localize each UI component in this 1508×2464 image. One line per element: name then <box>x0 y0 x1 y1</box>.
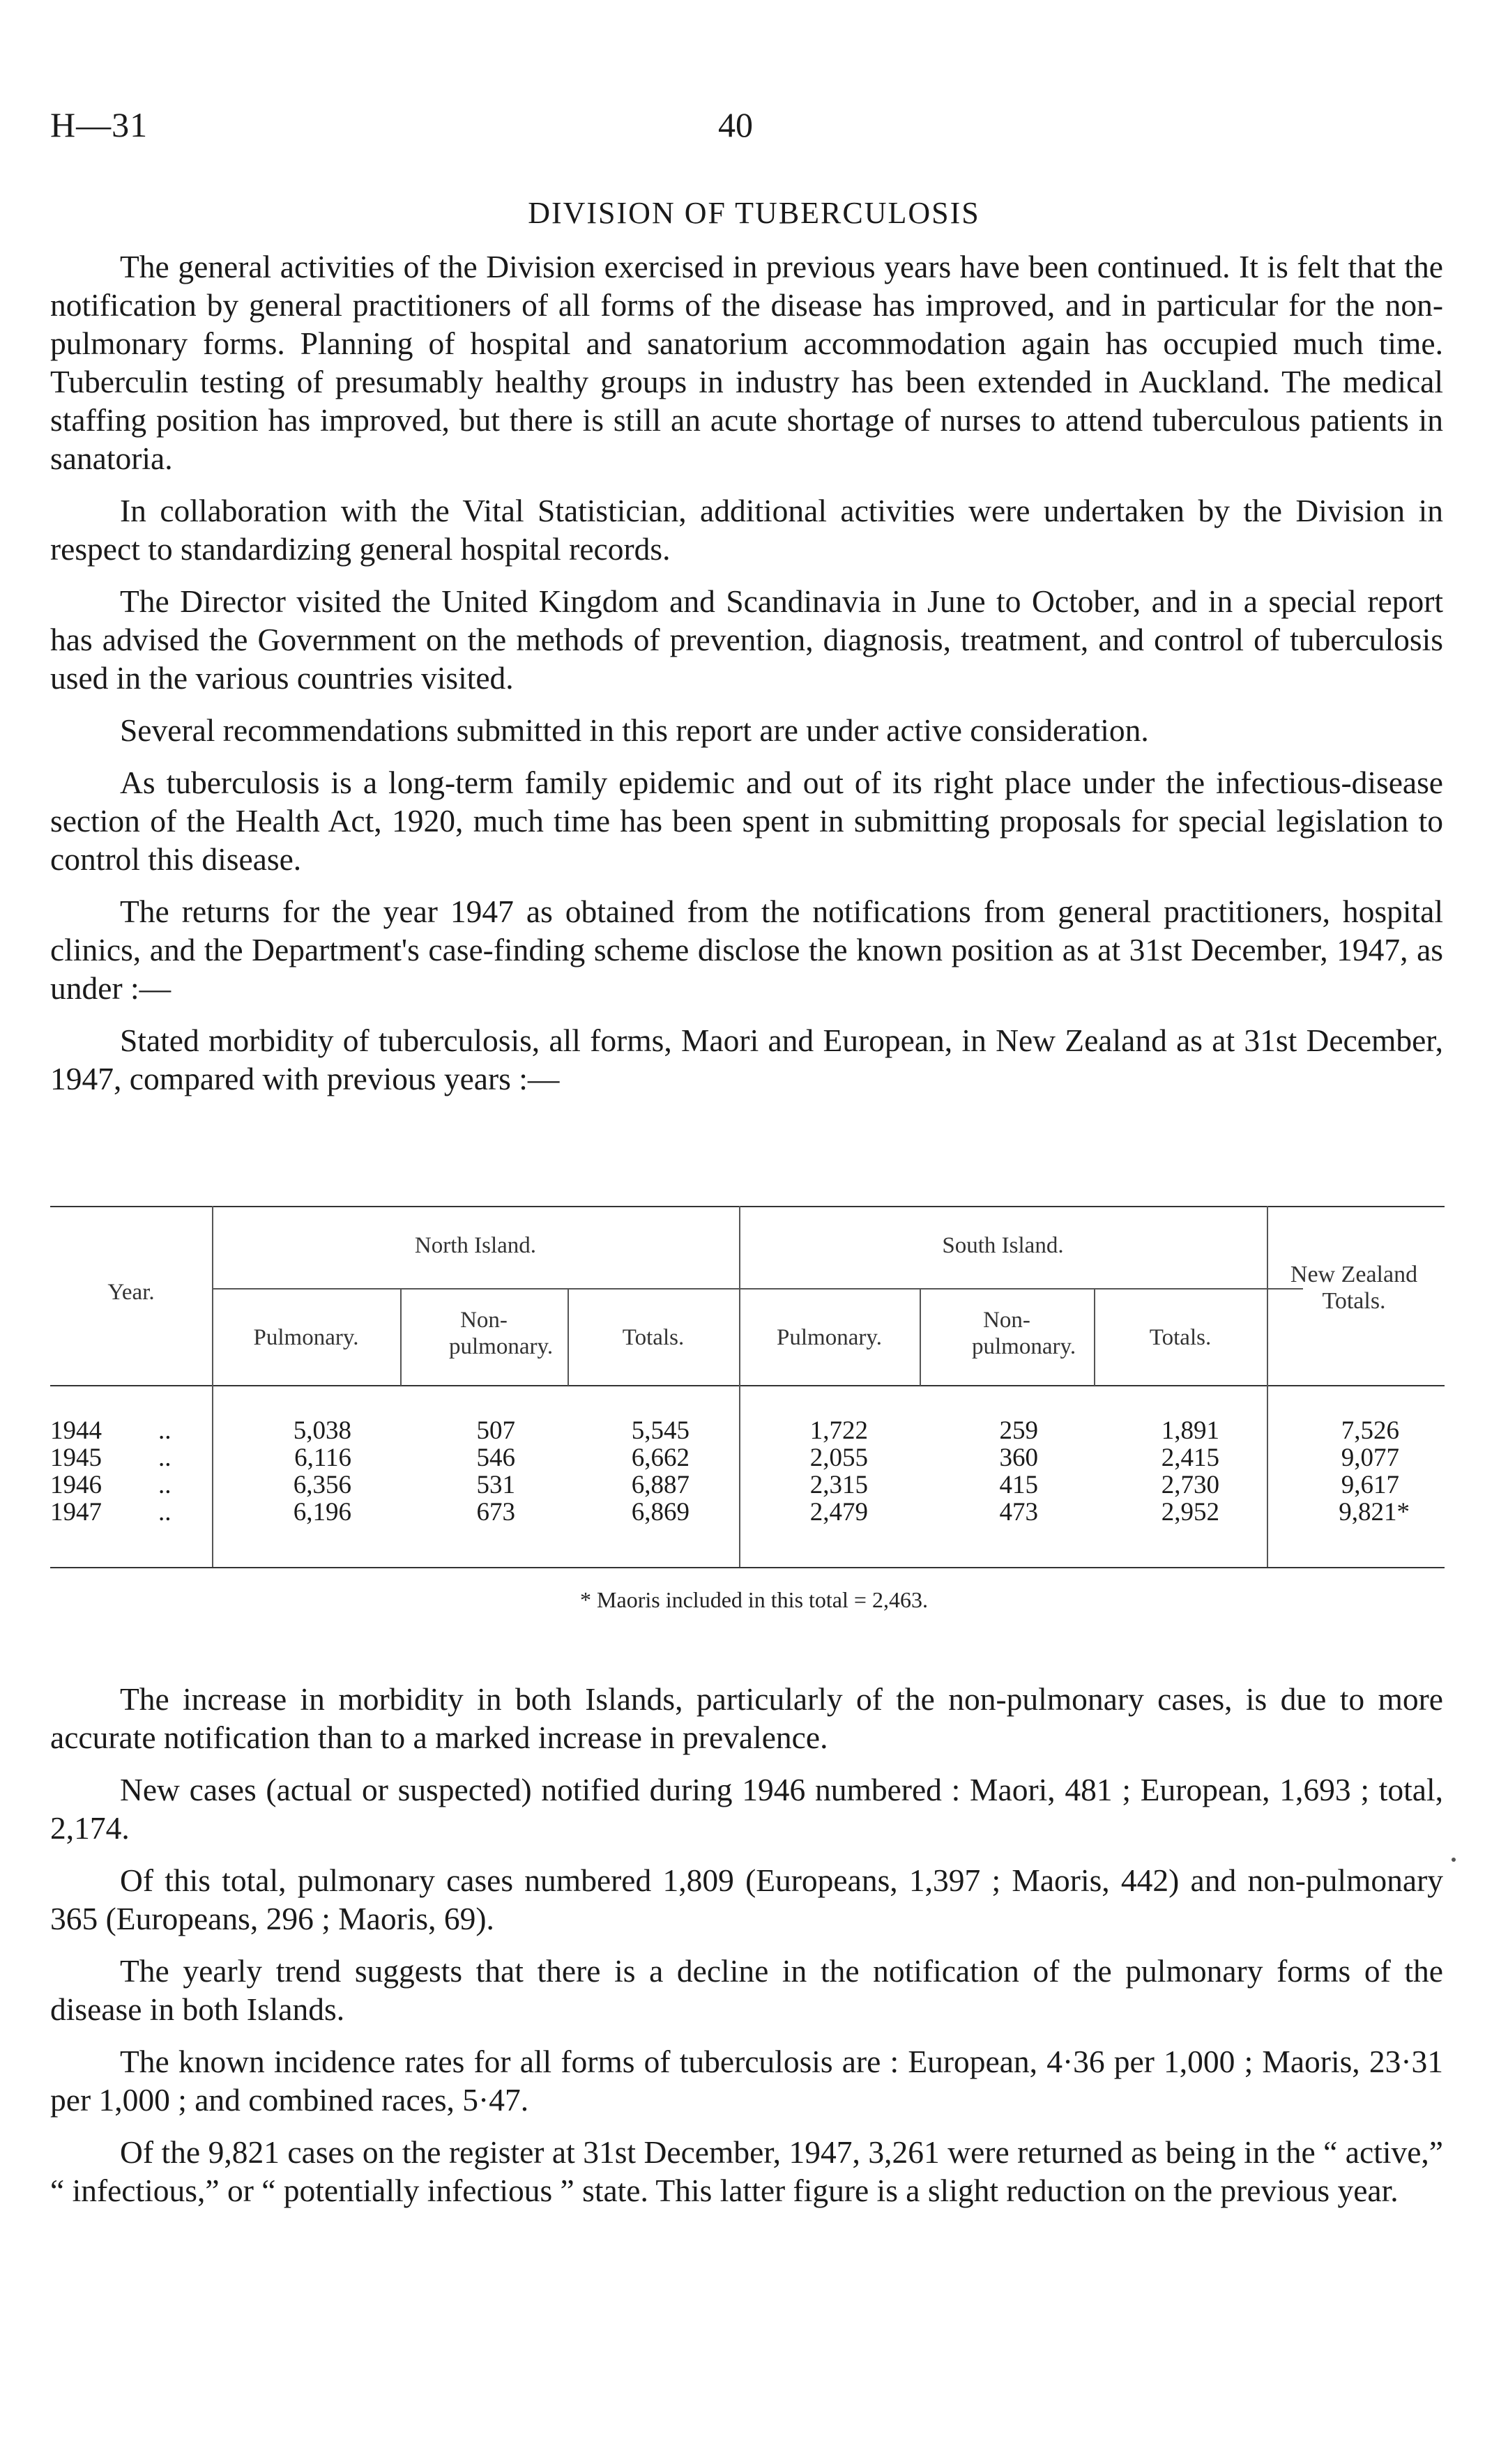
row-leader: .. <box>158 1416 172 1445</box>
section-title: DIVISION OF TUBERCULOSIS <box>528 196 980 230</box>
table-subheader-rule <box>212 1288 1303 1290</box>
header-south-totals: Totals. <box>1149 1325 1212 1350</box>
south-totals-cell: 2,952 <box>1161 1498 1219 1526</box>
south-totals-cell: 1,891 <box>1161 1416 1219 1445</box>
north-pulmonary-cell: 6,356 <box>293 1471 351 1499</box>
north-non-pulmonary-cell: 531 <box>476 1471 515 1499</box>
north-non-pulmonary-cell: 546 <box>476 1444 515 1472</box>
year-cell: 1947 <box>50 1498 102 1526</box>
paragraph: The general activities of the Division exercised in previous years have been continued. It is felt that the notification by general practitioners of all forms of the disease has improved, and in particular for the non-pulmonary forms. Planning of hospital and sanatorium accommodation again has occupied much time. Tuberculin testing of presumably healthy groups in industry has been extended in Auckland. The medical staffing position has improved, but there is still an acute shortage of nurses to attend tuberculous patients in sanatoria. <box>50 249 1443 476</box>
nz-totals-cell: 9,077 <box>1341 1444 1399 1472</box>
paragraph: Of this total, pulmonary cases numbered 1,809 (Europeans, 1,397 ; Maoris, 442) and non-pulmonary 365 (Europeans, 296 ; Maoris, 69). <box>50 1862 1443 1936</box>
north-pulmonary-cell: 6,116 <box>294 1444 351 1472</box>
page-number: 40 <box>718 105 753 144</box>
paragraph: The increase in morbidity in both Islands, particularly of the non-pulmonary cases, is due to more accurate notification than to a marked increase in prevalence. <box>50 1681 1443 1755</box>
header-north-pulmonary: Pulmonary. <box>253 1325 359 1350</box>
south-non-pulmonary-cell: 360 <box>999 1444 1038 1472</box>
south-pulmonary-cell: 2,479 <box>809 1498 868 1526</box>
paragraph: The returns for the year 1947 as obtained from the notifications from general practitioners, hospital clinics, and the Department's case-finding scheme disclose the known position as at 31st December, 1947, as under :— <box>50 894 1443 1006</box>
header-year: Year. <box>107 1280 155 1305</box>
paragraph: In collaboration with the Vital Statistician, additional activities were undertaken by the Division in respect to standardizing general hospital records. <box>50 493 1443 567</box>
header-nz-totals: New Zealand Totals. <box>1290 1262 1418 1314</box>
header-north-totals: Totals. <box>622 1325 685 1350</box>
south-pulmonary-cell: 2,055 <box>809 1444 868 1472</box>
paragraph: Stated morbidity of tuberculosis, all forms, Maori and European, in New Zealand as at 31st December, 1947, compared with previous years :— <box>50 1023 1443 1096</box>
north-totals-cell: 6,662 <box>631 1444 690 1472</box>
paragraph: The known incidence rates for all forms of tuberculosis are : European, 4·36 per 1,000 ; Maoris, 23·31 per 1,000 ; and combined races, 5·47. <box>50 2044 1443 2118</box>
north-totals-cell: 6,887 <box>631 1471 690 1499</box>
row-leader: .. <box>158 1498 172 1526</box>
year-cell: 1945 <box>50 1444 102 1472</box>
nz-totals-cell: 9,821* <box>1339 1498 1410 1526</box>
document-reference: H—31 <box>50 105 148 144</box>
header-north-non-pulmonary: Non-pulmonary. <box>449 1308 554 1359</box>
paragraph: The yearly trend suggests that there is a decline in the notification of the pulmonary forms of the disease in both Islands. <box>50 1953 1443 2027</box>
north-non-pulmonary-cell: 507 <box>476 1416 515 1445</box>
nz-totals-cell: 9,617 <box>1341 1471 1399 1499</box>
row-leader: .. <box>158 1444 172 1472</box>
south-totals-cell: 2,730 <box>1161 1471 1219 1499</box>
south-non-pulmonary-cell: 415 <box>999 1471 1038 1499</box>
paragraph: Of the 9,821 cases on the register at 31st December, 1947, 3,261 were returned as being in the “ active,” “ infectious,” or “ potentially infectious ” state. This latter figure is a slight reduction on the previous year. <box>50 2134 1443 2208</box>
discussion-text <box>50 1680 1443 2224</box>
south-pulmonary-cell: 2,315 <box>809 1471 868 1499</box>
south-non-pulmonary-cell: 259 <box>999 1416 1038 1445</box>
header-south-pulmonary: Pulmonary. <box>777 1325 882 1350</box>
row-leader: .. <box>158 1471 172 1499</box>
year-cell: 1946 <box>50 1471 102 1499</box>
north-totals-cell: 6,869 <box>631 1498 690 1526</box>
north-pulmonary-cell: 6,196 <box>293 1498 351 1526</box>
paragraph: Several recommendations submitted in this report are under active consideration. <box>120 712 1149 748</box>
south-non-pulmonary-cell: 473 <box>999 1498 1038 1526</box>
south-totals-cell: 2,415 <box>1161 1444 1219 1472</box>
table-bottom-rule <box>50 1567 1445 1568</box>
column-divider <box>920 1288 921 1386</box>
header-south-non-pulmonary: Non-pulmonary. <box>972 1308 1076 1359</box>
south-pulmonary-cell: 1,722 <box>809 1416 868 1445</box>
paragraph: As tuberculosis is a long-term family epidemic and out of its right place under the infectious-disease section of the Health Act, 1920, much time has been spent in submitting proposals for special legislation to control this disease. <box>50 765 1443 877</box>
table-header-rule <box>50 1385 1445 1386</box>
column-divider <box>400 1288 402 1386</box>
header-north-island: North Island. <box>414 1233 537 1258</box>
north-totals-cell: 5,545 <box>631 1416 690 1445</box>
paragraph: New cases (actual or suspected) notified during 1946 numbered : Maori, 481 ; European, 1,693 ; total, 2,174. <box>50 1772 1443 1846</box>
table-top-rule <box>50 1206 1445 1207</box>
north-non-pulmonary-cell: 673 <box>476 1498 515 1526</box>
year-cell: 1944 <box>50 1416 102 1445</box>
morbidity-table <box>50 1206 1445 1575</box>
header-south-island: South Island. <box>942 1233 1064 1258</box>
north-pulmonary-cell: 5,038 <box>293 1416 351 1445</box>
stray-print-mark <box>1452 1858 1456 1862</box>
paragraph: The Director visited the United Kingdom and Scandinavia in June to October, and in a special report has advised the Government on the methods of prevention, diagnosis, treatment, and control of tuberculosis used in the various countries visited. <box>50 583 1443 696</box>
intro-text <box>50 247 1443 1112</box>
nz-totals-cell: 7,526 <box>1341 1416 1399 1445</box>
table-footnote: * Maoris included in this total = 2,463. <box>580 1587 928 1612</box>
